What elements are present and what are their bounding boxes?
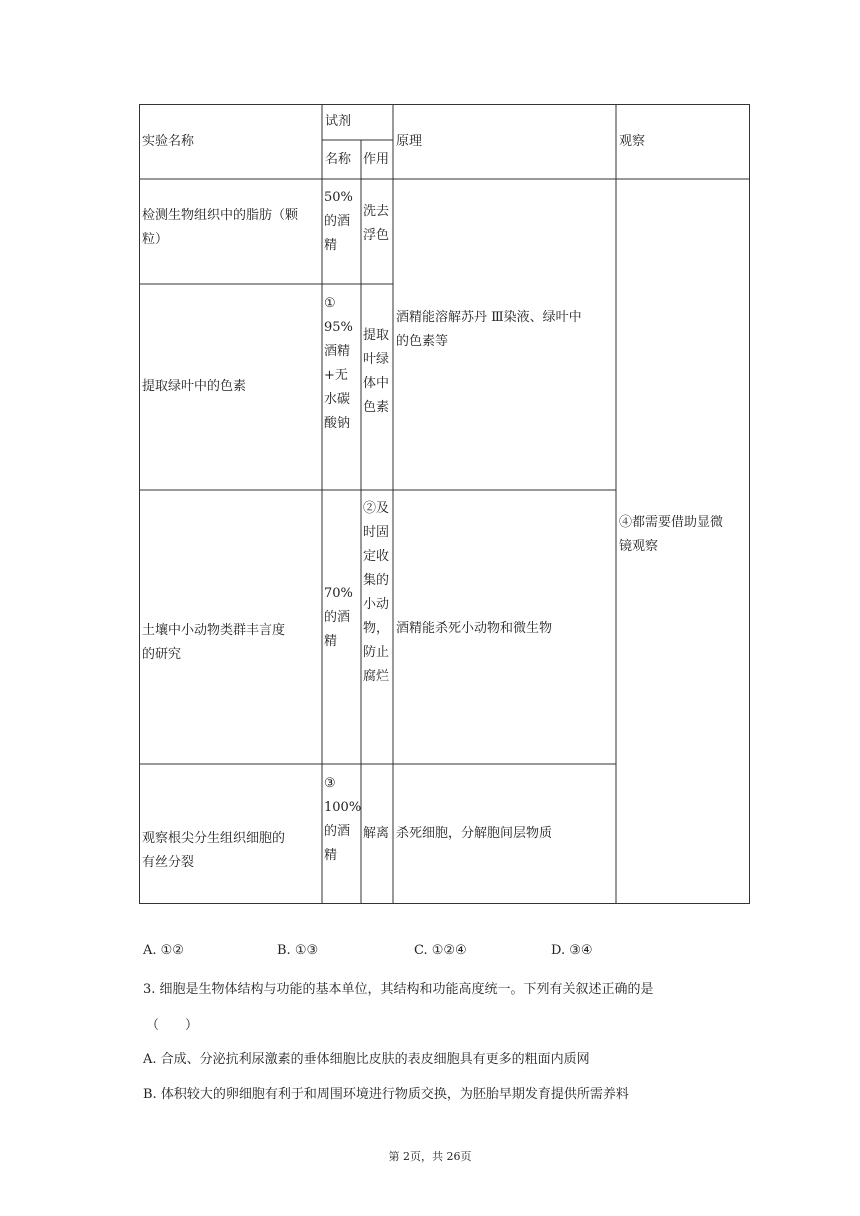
row2-reagent-line: 酸钠	[324, 416, 351, 431]
row1-use-line: 洗去	[363, 204, 390, 219]
merged-observe-line: 镜观察	[619, 539, 659, 554]
row4-use-line: 解离	[363, 826, 390, 841]
row2-reagent	[322, 292, 361, 436]
row3-use-line: ②及	[363, 501, 390, 516]
row4-reagent	[322, 772, 361, 868]
row4-reagent-line: ③	[324, 776, 336, 791]
header-principle: 原理	[396, 134, 423, 149]
row1-experiment-name	[142, 204, 320, 252]
row2-reagent-line: 95%	[324, 320, 353, 335]
row2-name-line: 提取绿叶中的色素	[142, 379, 247, 394]
row3-reagent-line: 精	[324, 634, 338, 649]
row4-name-line: 观察根尖分生组织细胞的	[142, 831, 286, 846]
header-observe: 观察	[619, 134, 646, 149]
row2-reagent-line: +无	[324, 368, 348, 383]
row3-use-line: 物，	[363, 621, 390, 636]
merged-principle	[396, 306, 614, 354]
row3-reagent-line: 70%	[324, 586, 353, 601]
row2-reagent-line: 酒精	[324, 344, 351, 359]
page-footer: 第 2页，共 26页	[388, 1150, 472, 1163]
row2-use-line: 提取	[363, 328, 390, 343]
row4-name-line: 有丝分裂	[142, 855, 195, 870]
row3-use-line: 时固	[363, 525, 390, 540]
header-reagent-use: 作用	[363, 152, 390, 167]
row3-principle: 酒精能杀死小动物和微生物	[396, 621, 553, 636]
row4-experiment-name	[142, 827, 320, 875]
row4-reagent-line: 的酒	[324, 824, 351, 839]
merged-observe	[619, 511, 747, 559]
option-b[interactable]: B. ①③	[277, 943, 319, 958]
row1-reagent-line: 精	[324, 238, 338, 253]
row1-reagent	[322, 186, 361, 258]
row3-reagent	[322, 582, 361, 654]
row2-reagent-line: 水碳	[324, 392, 351, 407]
row1-use-line: 浮色	[363, 228, 390, 243]
merged-principle-line: 的色素等	[396, 334, 449, 349]
question-3-choice-b[interactable]: B. 体积较大的卵细胞有利于和周围环境进行物质交换，为胚胎早期发育提供所需养料	[143, 1087, 629, 1102]
row3-use	[361, 497, 393, 689]
row2-use	[361, 324, 393, 420]
row3-reagent-line: 的酒	[324, 610, 351, 625]
header-experiment-name: 实验名称	[142, 134, 195, 149]
merged-observe-line: ④都需要借助显微	[619, 515, 724, 530]
row3-use-line: 小动	[363, 597, 390, 612]
header-reagent: 试剂	[325, 114, 352, 129]
experiment-table	[139, 104, 750, 904]
row2-use-line: 色素	[363, 400, 390, 415]
row1-name-line: 检测生物组织中的脂肪（颗	[142, 208, 299, 223]
row3-use-line: 腐烂	[363, 669, 390, 684]
option-a[interactable]: A. ①②	[143, 943, 184, 958]
row1-reagent-line: 50%	[324, 190, 353, 205]
row3-use-line: 防止	[363, 645, 390, 660]
row2-reagent-line: ①	[324, 296, 336, 311]
row1-reagent-line: 的酒	[324, 214, 351, 229]
question-3-answer-blank: （ ）	[146, 1018, 199, 1033]
row4-principle: 杀死细胞，分解胞间层物质	[396, 826, 553, 841]
row1-name-line: 粒）	[142, 232, 169, 247]
option-c[interactable]: C. ①②④	[414, 943, 467, 958]
option-d[interactable]: D. ③④	[551, 943, 593, 958]
row4-reagent-line: 100%	[324, 800, 362, 815]
row2-use-line: 体中	[363, 376, 390, 391]
question-3-stem: 3. 细胞是生物体结构与功能的基本单位，其结构和功能高度统一。下列有关叙述正确的是	[143, 982, 654, 997]
row4-reagent-line: 精	[324, 848, 338, 863]
header-reagent-name: 名称	[325, 152, 352, 167]
question-3-choice-a[interactable]: A. 合成、分泌抗利尿激素的垂体细胞比皮肤的表皮细胞具有更多的粗面内质网	[143, 1052, 590, 1067]
row3-use-line: 集的	[363, 573, 390, 588]
merged-principle-line: 酒精能溶解苏丹 Ⅲ染液、绿叶中	[396, 310, 582, 325]
row3-name-line: 土壤中小动物类群丰言度	[142, 623, 286, 638]
row2-experiment-name	[142, 375, 320, 399]
row1-use	[361, 200, 393, 248]
row2-use-line: 叶绿	[363, 352, 390, 367]
row3-experiment-name	[142, 619, 320, 667]
row3-name-line: 的研究	[142, 647, 182, 662]
row3-use-line: 定收	[363, 549, 390, 564]
row4-use	[361, 822, 393, 846]
